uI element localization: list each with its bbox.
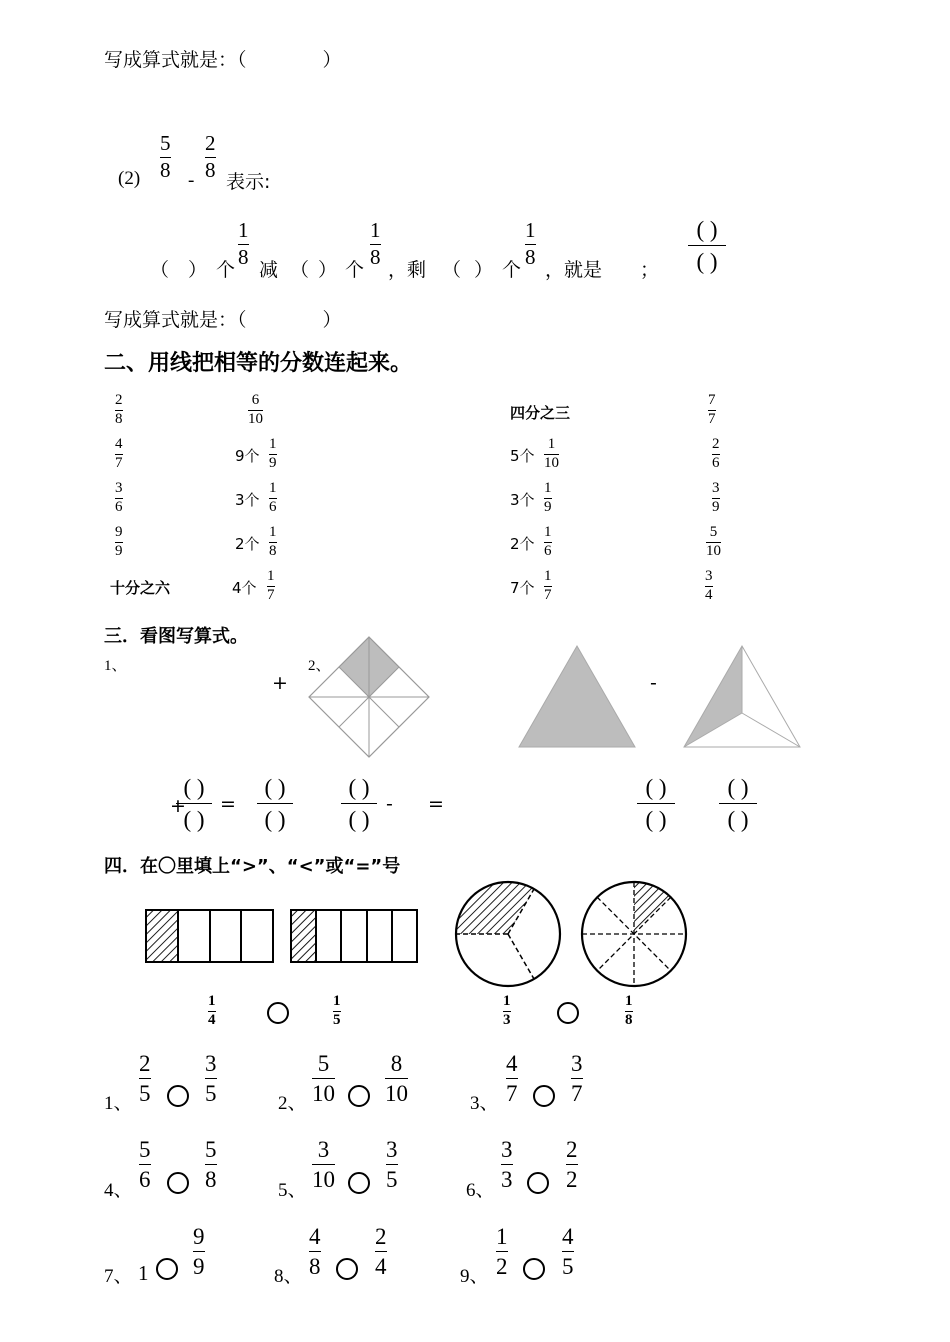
problem-label: 9、: [460, 1266, 489, 1287]
compare-circle[interactable]: [167, 1085, 189, 1107]
plus-sign: +: [272, 672, 288, 694]
blank-open: （: [442, 259, 462, 281]
compare-circle[interactable]: [167, 1172, 189, 1194]
match-fraction: 3 9: [712, 480, 720, 515]
match-fraction: 1 7: [544, 568, 552, 603]
blank-close: ）: [474, 259, 494, 281]
minus-sign: -: [386, 793, 393, 815]
count-label: 9个: [235, 447, 260, 465]
question-number: (2): [118, 168, 141, 189]
problem-label: 8、: [274, 1266, 303, 1287]
count-label: 3个: [235, 491, 260, 509]
match-fraction: 1 9: [269, 436, 277, 471]
count-label: 5个: [510, 447, 535, 465]
compare-fraction: 3 10: [312, 1137, 335, 1192]
compare-circle[interactable]: [336, 1258, 358, 1280]
match-fraction: 6 10: [248, 392, 263, 427]
compare-fraction: 5 10: [312, 1051, 335, 1106]
compare-fraction: 8 10: [385, 1051, 408, 1106]
fraction: 5 8: [160, 131, 171, 182]
compare-circle[interactable]: [267, 1002, 289, 1024]
compare-fraction: 2 4: [375, 1224, 387, 1279]
formula-label: 写成算式就是：（ ）: [104, 309, 342, 331]
answer-fraction-blank: ( ) ( ): [688, 218, 726, 273]
partial-triangle: [680, 643, 804, 751]
means-label: 表示:: [226, 171, 271, 193]
circle-eighths: [582, 882, 686, 986]
compare-fraction: 2 5: [139, 1051, 151, 1106]
compare-fraction: 4 5: [562, 1224, 574, 1279]
fraction: 1 8: [370, 218, 381, 269]
match-fraction: 4 7: [115, 436, 123, 471]
problem-label: 1、: [104, 1093, 133, 1114]
compare-fraction: 1 2: [496, 1224, 508, 1279]
blank-open: （: [150, 259, 170, 281]
jiushi-label: ，就是: [545, 259, 603, 281]
problem-label: 7、: [104, 1266, 133, 1287]
section-title: 四．在〇里填上“>”、“<”或“=”号: [104, 856, 401, 877]
minus-sign: -: [650, 672, 657, 694]
count-label: 2个: [510, 535, 535, 553]
item-number: 2、: [308, 658, 331, 674]
compare-fraction: 3 3: [501, 1137, 513, 1192]
figure-fraction: 1 3: [503, 993, 511, 1028]
rect-fifths: [291, 910, 417, 962]
blank-close: ）: [318, 259, 338, 281]
comparison-figures: [140, 872, 700, 992]
fraction: 2 8: [205, 131, 216, 182]
minus-sign: -: [188, 170, 195, 191]
fraction: 1 8: [238, 218, 249, 269]
match-fraction: 2 8: [115, 392, 123, 427]
fraction: 1 8: [525, 218, 536, 269]
match-fraction: 5 10: [706, 524, 721, 559]
match-fraction: 3 4: [705, 568, 713, 603]
match-fraction: 1 6: [269, 480, 277, 515]
match-text: 四分之三: [510, 404, 571, 422]
match-text: 十分之六: [110, 579, 171, 597]
section-title: 二、用线把相等的分数连起来。: [104, 351, 413, 376]
compare-circle[interactable]: [348, 1085, 370, 1107]
answer-fraction-blank: ( ) ( ): [257, 776, 293, 831]
item-number: 1、: [104, 658, 127, 674]
compare-circle[interactable]: [527, 1172, 549, 1194]
diamond-diagram: [306, 634, 432, 760]
compare-fraction: 9 9: [193, 1224, 205, 1279]
problem-label: 2、: [278, 1093, 307, 1114]
compare-fraction: 3 5: [386, 1137, 398, 1192]
ge-label: 个: [345, 259, 365, 281]
problem-label: 4、: [104, 1180, 133, 1201]
ge-label: 个: [216, 259, 236, 281]
compare-fraction: 2 2: [566, 1137, 578, 1192]
circle-thirds: [456, 882, 560, 986]
count-label: 4个: [232, 579, 257, 597]
figure-fraction: 1 4: [208, 993, 216, 1028]
answer-fraction-blank: ( ) ( ): [719, 776, 757, 831]
match-fraction: 1 9: [544, 480, 552, 515]
compare-circle[interactable]: [533, 1085, 555, 1107]
section-title: 三．看图写算式。: [104, 626, 248, 647]
count-label: 2个: [235, 535, 260, 553]
compare-fraction: 3 5: [205, 1051, 217, 1106]
equals-sign: =: [220, 793, 236, 815]
whole-triangle: [515, 643, 639, 751]
problem-label: 5、: [278, 1180, 307, 1201]
answer-fraction-blank: ( ) ( ): [176, 776, 212, 831]
compare-fraction: 5 8: [205, 1137, 217, 1192]
count-label: 7个: [510, 579, 535, 597]
ge-label: 个: [502, 259, 522, 281]
compare-fraction: 3 7: [571, 1051, 583, 1106]
blank-close: ）: [188, 259, 208, 281]
match-fraction: 9 9: [115, 524, 123, 559]
whole-number: 1: [138, 1261, 149, 1285]
compare-circle[interactable]: [523, 1258, 545, 1280]
match-fraction: 1 7: [267, 568, 275, 603]
compare-fraction: 4 7: [506, 1051, 518, 1106]
jian-label: 减: [259, 259, 279, 281]
match-fraction: 3 6: [115, 480, 123, 515]
match-fraction: 2 6: [712, 436, 720, 471]
rect-quarters: [146, 910, 273, 962]
equals-sign: =: [428, 793, 444, 815]
problem-label: 6、: [466, 1180, 495, 1201]
compare-circle[interactable]: [348, 1172, 370, 1194]
compare-fraction: 5 6: [139, 1137, 151, 1192]
match-fraction: 1 8: [269, 524, 277, 559]
blank-open: （: [290, 259, 310, 281]
answer-fraction-blank: ( ) ( ): [341, 776, 377, 831]
compare-circle[interactable]: [557, 1002, 579, 1024]
match-fraction: 1 10: [544, 436, 559, 471]
compare-fraction: 4 8: [309, 1224, 321, 1279]
figure-fraction: 1 8: [625, 993, 633, 1028]
semicolon: ；: [640, 259, 660, 281]
figure-fraction: 1 5: [333, 993, 341, 1028]
formula-label: 写成算式就是：（ ）: [104, 49, 342, 71]
match-fraction: 7 7: [708, 392, 716, 427]
problem-label: 3、: [470, 1093, 499, 1114]
count-label: 3个: [510, 491, 535, 509]
answer-fraction-blank: ( ) ( ): [637, 776, 675, 831]
match-fraction: 1 6: [544, 524, 552, 559]
compare-circle[interactable]: [156, 1258, 178, 1280]
plus-sign: +: [170, 795, 186, 817]
sheng-label: ，剩: [388, 259, 427, 281]
